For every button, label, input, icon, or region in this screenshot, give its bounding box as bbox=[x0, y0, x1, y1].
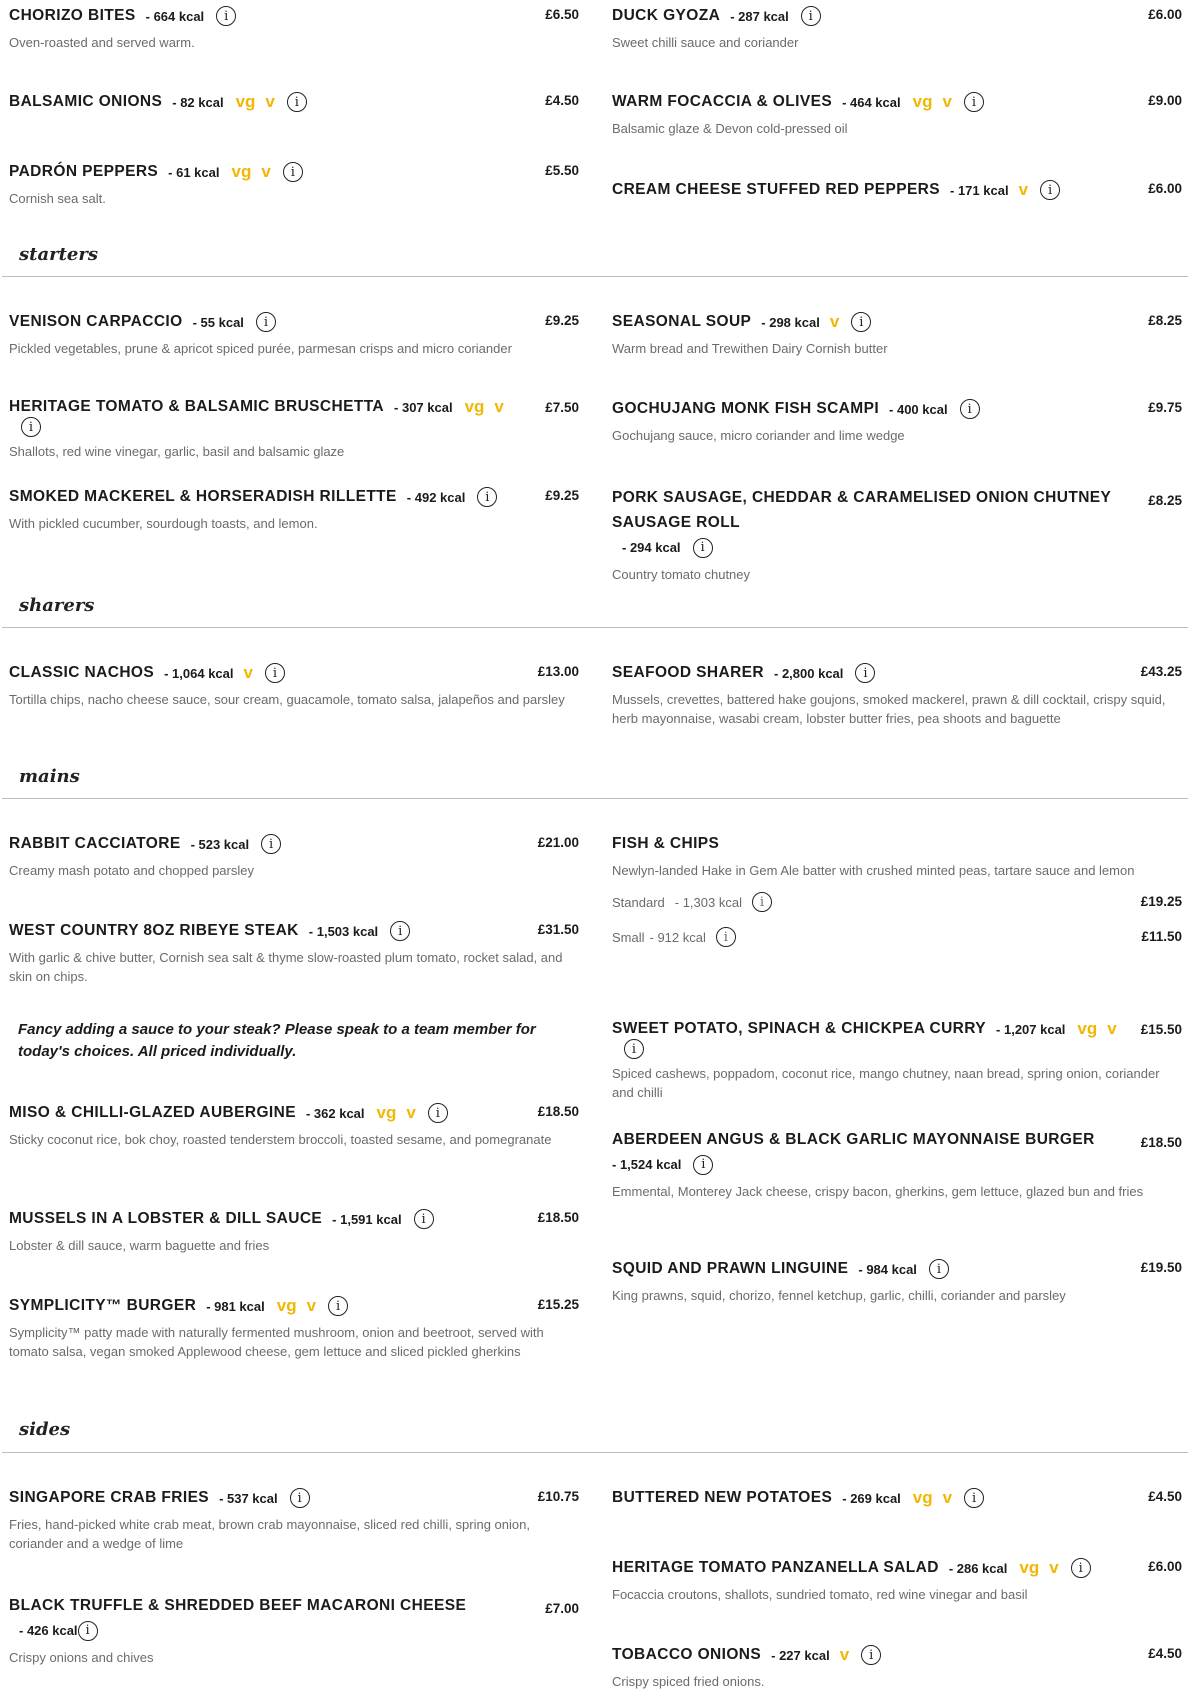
info-icon[interactable]: i bbox=[78, 1621, 98, 1641]
item-kcal: - 55 kcal bbox=[192, 314, 244, 330]
item-description: Cornish sea salt. bbox=[9, 191, 106, 206]
item-name: WEST COUNTRY 8OZ RIBEYE STEAK bbox=[9, 922, 299, 939]
item-name: SMOKED MACKEREL & HORSERADISH RILLETTE bbox=[9, 488, 397, 505]
item-kcal: - 426 kcal bbox=[19, 1623, 78, 1638]
menu-item-duck-gyoza bbox=[612, 4, 1182, 52]
menu-item-tobacco-onions bbox=[612, 1643, 1182, 1691]
vegan-badge: vg bbox=[235, 92, 256, 111]
item-price: £9.25 bbox=[545, 313, 579, 328]
menu-item-panzanella-salad bbox=[612, 1556, 1182, 1604]
menu-item-mackerel-rillette bbox=[9, 485, 579, 533]
vegan-badge: vg bbox=[1077, 1019, 1098, 1038]
item-price: £18.50 bbox=[537, 1104, 579, 1119]
vegetarian-badge: v bbox=[265, 92, 275, 111]
item-description: Crispy onions and chives bbox=[9, 1650, 154, 1665]
menu-item-balsamic-onions bbox=[9, 90, 579, 114]
item-price: £8.25 bbox=[1148, 493, 1182, 508]
item-kcal: - 400 kcal bbox=[889, 401, 948, 417]
info-icon[interactable]: i bbox=[21, 417, 41, 437]
item-kcal: - 171 kcal bbox=[950, 182, 1009, 198]
item-description: Creamy mash potato and chopped parsley bbox=[9, 863, 254, 878]
info-icon[interactable]: i bbox=[261, 834, 281, 854]
item-price: £8.25 bbox=[1148, 313, 1182, 328]
item-description: Newlyn-landed Hake in Gem Ale batter with crushed minted peas, tartare sauce and lemon bbox=[612, 863, 1135, 878]
item-name: CLASSIC NACHOS bbox=[9, 664, 155, 681]
item-name: HERITAGE TOMATO & BALSAMIC BRUSCHETTA bbox=[9, 398, 385, 415]
vegan-badge: vg bbox=[912, 1488, 933, 1507]
menu-item-cream-cheese-peppers bbox=[612, 178, 1182, 202]
portion-kcal: - 912 kcal bbox=[649, 929, 706, 945]
item-price: £21.00 bbox=[537, 835, 579, 850]
menu-item-classic-nachos bbox=[9, 661, 579, 709]
menu-item-warm-focaccia bbox=[612, 90, 1182, 138]
info-icon[interactable]: i bbox=[964, 92, 984, 112]
item-name: SYMPLICITY™ BURGER bbox=[9, 1297, 197, 1314]
vegetarian-badge: v bbox=[942, 92, 952, 111]
item-kcal: - 984 kcal bbox=[858, 1261, 917, 1277]
portion-label: Small bbox=[612, 929, 645, 945]
item-name: TOBACCO ONIONS bbox=[612, 1646, 762, 1663]
vegetarian-badge: v bbox=[243, 663, 253, 682]
info-icon[interactable]: i bbox=[624, 1039, 644, 1059]
item-price: £9.75 bbox=[1148, 400, 1182, 415]
item-price: £4.50 bbox=[1148, 1489, 1182, 1504]
item-description: King prawns, squid, chorizo, fennel ketchup, garlic, chilli, coriander and parsley bbox=[612, 1288, 1066, 1303]
item-name: SINGAPORE CRAB FRIES bbox=[9, 1489, 210, 1506]
item-description: Gochujang sauce, micro coriander and lime wedge bbox=[612, 428, 905, 443]
info-icon[interactable]: i bbox=[287, 92, 307, 112]
item-name: SQUID AND PRAWN LINGUINE bbox=[612, 1260, 849, 1277]
info-icon[interactable]: i bbox=[960, 399, 980, 419]
item-price: £6.00 bbox=[1148, 7, 1182, 22]
info-icon[interactable]: i bbox=[693, 1155, 713, 1175]
section-divider bbox=[2, 1452, 1188, 1453]
menu-item-padron-peppers bbox=[9, 160, 579, 208]
item-price: £31.50 bbox=[537, 922, 579, 937]
vegetarian-badge: v bbox=[829, 312, 840, 331]
vegan-badge: vg bbox=[276, 1296, 297, 1315]
info-icon[interactable]: i bbox=[801, 6, 821, 26]
menu-item-rabbit-cacciatore bbox=[9, 832, 579, 880]
item-description: Warm bread and Trewithen Dairy Cornish butter bbox=[612, 341, 888, 356]
item-kcal: - 2,800 kcal bbox=[774, 665, 844, 681]
item-description: Symplicity™ patty made with naturally fermented mushroom, onion and beetroot, served with tomato salsa, vegan smoked Applewood cheese, gem lettuce and sliced pickled gherkins bbox=[9, 1325, 544, 1359]
vegetarian-badge: v bbox=[839, 1645, 850, 1664]
item-name: CHORIZO BITES bbox=[9, 7, 136, 24]
menu-item-chorizo-bites bbox=[9, 4, 579, 52]
section-divider bbox=[2, 627, 1188, 628]
item-kcal: - 269 kcal bbox=[842, 1490, 901, 1506]
item-description: Tortilla chips, nacho cheese sauce, sour cream, guacamole, tomato salsa, jalapeños and parsley bbox=[9, 692, 565, 707]
item-description: Lobster & dill sauce, warm baguette and fries bbox=[9, 1238, 270, 1253]
vegan-badge: vg bbox=[912, 92, 933, 111]
item-name: VENISON CARPACCIO bbox=[9, 313, 183, 330]
item-description: With garlic & chive butter, Cornish sea salt & thyme slow-roasted plum tomato, rocket salad, and skin on chips. bbox=[9, 950, 563, 984]
info-icon[interactable]: i bbox=[216, 6, 236, 26]
info-icon[interactable]: i bbox=[290, 1488, 310, 1508]
item-price: £6.50 bbox=[545, 7, 579, 22]
item-description: Emmental, Monterey Jack cheese, crispy bacon, gherkins, gem lettuce, glazed bun and fries bbox=[612, 1184, 1144, 1199]
item-name: SWEET POTATO, SPINACH & CHICKPEA CURRY bbox=[612, 1020, 987, 1037]
info-icon[interactable]: i bbox=[752, 892, 772, 912]
info-icon[interactable]: i bbox=[851, 312, 871, 332]
menu-item-mussels-lobster bbox=[9, 1207, 579, 1255]
menu-item-aberdeen-angus-burger bbox=[612, 1127, 1182, 1201]
item-description: Sweet chilli sauce and coriander bbox=[612, 35, 799, 50]
menu-item-truffle-macaroni bbox=[9, 1593, 579, 1667]
info-icon[interactable]: i bbox=[428, 1103, 448, 1123]
item-price: £6.00 bbox=[1148, 181, 1182, 196]
menu-item-bruschetta bbox=[9, 397, 579, 461]
info-icon[interactable]: i bbox=[256, 312, 276, 332]
item-name: FISH & CHIPS bbox=[612, 835, 720, 852]
section-divider bbox=[2, 276, 1188, 277]
info-icon[interactable]: i bbox=[693, 538, 713, 558]
menu-item-buttered-new-potatoes bbox=[612, 1486, 1182, 1510]
vegetarian-badge: v bbox=[306, 1296, 317, 1315]
vegan-badge: vg bbox=[231, 162, 252, 181]
item-name: MUSSELS IN A LOBSTER & DILL SAUCE bbox=[9, 1210, 323, 1227]
portion-price: £19.25 bbox=[1140, 894, 1182, 909]
item-description: Oven-roasted and served warm. bbox=[9, 35, 195, 50]
item-description: Country tomato chutney bbox=[612, 567, 751, 582]
item-price: £9.00 bbox=[1148, 93, 1182, 108]
section-divider bbox=[2, 798, 1188, 799]
item-description: Fries, hand-picked white crab meat, brown crab mayonnaise, sliced red chilli, spring onion, coriander and a wedge of lime bbox=[9, 1517, 530, 1551]
item-price: £7.50 bbox=[545, 400, 579, 415]
info-icon[interactable]: i bbox=[861, 1645, 881, 1665]
info-icon[interactable]: i bbox=[716, 927, 736, 947]
menu-item-monk-fish-scampi bbox=[612, 397, 1182, 445]
item-price: £15.50 bbox=[1140, 1022, 1182, 1037]
item-kcal: - 227 kcal bbox=[771, 1647, 830, 1663]
item-name: SEASONAL SOUP bbox=[612, 313, 752, 330]
info-icon[interactable]: i bbox=[855, 663, 875, 683]
item-kcal: - 492 kcal bbox=[406, 489, 466, 505]
vegan-badge: vg bbox=[464, 397, 485, 416]
item-kcal: - 1,591 kcal bbox=[332, 1211, 402, 1227]
item-price: £13.00 bbox=[537, 664, 579, 679]
info-icon[interactable]: i bbox=[929, 1259, 949, 1279]
item-kcal: - 664 kcal bbox=[145, 8, 205, 24]
item-description: Pickled vegetables, prune & apricot spiced purée, parmesan crisps and micro coriander bbox=[9, 341, 512, 356]
info-icon[interactable]: i bbox=[390, 921, 410, 941]
item-description: Mussels, crevettes, battered hake goujons, smoked mackerel, prawn & dill cocktail, crispy squid, herb mayonnaise, wasabi cream, lobster butter fries, pea shoots and baguette bbox=[612, 692, 1166, 726]
item-kcal: - 362 kcal bbox=[305, 1105, 365, 1121]
vegetarian-badge: v bbox=[1107, 1019, 1117, 1038]
item-price: £15.25 bbox=[537, 1297, 579, 1312]
menu-item-fish-and-chips bbox=[612, 832, 1182, 947]
item-name: SEAFOOD SHARER bbox=[612, 664, 765, 681]
vegetarian-badge: v bbox=[942, 1488, 953, 1507]
item-price: £43.25 bbox=[1140, 664, 1182, 679]
item-name: MISO & CHILLI-GLAZED AUBERGINE bbox=[9, 1104, 296, 1121]
item-price: £7.00 bbox=[545, 1601, 579, 1616]
vegetarian-badge: v bbox=[406, 1103, 416, 1122]
item-description: Shallots, red wine vinegar, garlic, basil and balsamic glaze bbox=[9, 444, 345, 459]
sauce-notice: Fancy adding a sauce to your steak? Please speak to a team member for today's choices. All priced individually. bbox=[18, 1021, 536, 1060]
item-name: WARM FOCACCIA & OLIVES bbox=[612, 93, 833, 110]
menu-item-seasonal-soup bbox=[612, 310, 1182, 358]
item-price: £10.75 bbox=[537, 1489, 579, 1504]
item-kcal: - 82 kcal bbox=[172, 94, 224, 110]
item-price: £18.50 bbox=[537, 1210, 579, 1225]
item-kcal: - 1,503 kcal bbox=[308, 923, 379, 939]
portion-label: Standard bbox=[612, 894, 665, 910]
item-name: GOCHUJANG MONK FISH SCAMPI bbox=[612, 400, 880, 417]
vegetarian-badge: v bbox=[1018, 180, 1029, 199]
item-price: £4.50 bbox=[1148, 1646, 1182, 1661]
item-kcal: - 287 kcal bbox=[730, 8, 789, 24]
item-kcal: - 286 kcal bbox=[948, 1560, 1008, 1576]
vegetarian-badge: v bbox=[261, 162, 271, 181]
item-kcal: - 61 kcal bbox=[168, 164, 220, 180]
item-description: With pickled cucumber, sourdough toasts, and lemon. bbox=[9, 516, 318, 531]
section-heading-starters: starters bbox=[19, 244, 98, 265]
item-name: ABERDEEN ANGUS & BLACK GARLIC MAYONNAISE BURGER bbox=[612, 1131, 1095, 1148]
item-description: Crispy spiced fried onions. bbox=[612, 1674, 765, 1689]
portion-option-small bbox=[612, 927, 1182, 947]
item-kcal: - 1,064 kcal bbox=[164, 665, 234, 681]
item-kcal: - 1,207 kcal bbox=[996, 1021, 1066, 1037]
item-price: £4.50 bbox=[545, 93, 579, 108]
info-icon[interactable]: i bbox=[1040, 180, 1060, 200]
menu-item-ribeye-steak bbox=[9, 919, 579, 986]
vegetarian-badge: v bbox=[494, 397, 504, 416]
item-name: HERITAGE TOMATO PANZANELLA SALAD bbox=[612, 1559, 939, 1576]
portion-kcal: - 1,303 kcal bbox=[674, 894, 742, 910]
item-price: £5.50 bbox=[545, 163, 579, 178]
vegan-badge: vg bbox=[1019, 1558, 1040, 1577]
vegan-badge: vg bbox=[376, 1103, 397, 1122]
item-description: Focaccia croutons, shallots, sundried tomato, red wine vinegar and basil bbox=[612, 1587, 1028, 1602]
vegetarian-badge: v bbox=[1049, 1558, 1059, 1577]
item-name: BALSAMIC ONIONS bbox=[9, 93, 163, 110]
info-icon[interactable]: i bbox=[328, 1296, 348, 1316]
item-price: £19.50 bbox=[1140, 1260, 1182, 1275]
info-icon[interactable]: i bbox=[964, 1488, 984, 1508]
item-kcal: - 981 kcal bbox=[206, 1298, 265, 1314]
info-icon[interactable]: i bbox=[414, 1209, 434, 1229]
portion-option-standard bbox=[612, 892, 1182, 912]
menu-item-singapore-crab-fries bbox=[9, 1486, 579, 1553]
item-kcal: - 298 kcal bbox=[761, 314, 820, 330]
item-name: CREAM CHEESE STUFFED RED PEPPERS bbox=[612, 181, 941, 198]
item-kcal: - 464 kcal bbox=[842, 94, 901, 110]
section-heading-sides: sides bbox=[19, 1419, 71, 1440]
info-icon[interactable]: i bbox=[477, 487, 497, 507]
menu-item-seafood-sharer bbox=[612, 661, 1182, 728]
menu-item-squid-prawn-linguine bbox=[612, 1257, 1182, 1305]
info-icon[interactable]: i bbox=[265, 663, 285, 683]
menu-item-miso-aubergine bbox=[9, 1101, 579, 1149]
info-icon[interactable]: i bbox=[1071, 1558, 1091, 1578]
item-description: Spiced cashews, poppadom, coconut rice, mango chutney, naan bread, spring onion, coriander and chilli bbox=[612, 1066, 1160, 1100]
menu-item-sweet-potato-curry bbox=[612, 1019, 1182, 1102]
item-price: £9.25 bbox=[545, 488, 579, 503]
item-description: Balsamic glaze & Devon cold-pressed oil bbox=[612, 121, 848, 136]
item-description: Sticky coconut rice, bok choy, roasted tenderstem broccoli, toasted sesame, and pomegranate bbox=[9, 1132, 552, 1147]
item-name: PORK SAUSAGE, CHEDDAR & CARAMELISED ONION CHUTNEY SAUSAGE ROLL bbox=[612, 489, 1111, 531]
item-kcal: - 537 kcal bbox=[219, 1490, 278, 1506]
item-name: PADRÓN PEPPERS bbox=[9, 163, 159, 180]
item-name: DUCK GYOZA bbox=[612, 7, 721, 24]
item-name: BLACK TRUFFLE & SHREDDED BEEF MACARONI CHEESE bbox=[9, 1597, 467, 1614]
info-icon[interactable]: i bbox=[283, 162, 303, 182]
item-kcal: - 307 kcal bbox=[394, 399, 453, 415]
section-heading-mains: mains bbox=[19, 766, 80, 787]
item-price: £6.00 bbox=[1148, 1559, 1182, 1574]
item-name: RABBIT CACCIATORE bbox=[9, 835, 181, 852]
menu-item-sausage-roll bbox=[612, 485, 1182, 584]
item-kcal: - 523 kcal bbox=[190, 836, 250, 852]
item-price: £18.50 bbox=[1140, 1135, 1182, 1150]
item-name: BUTTERED NEW POTATOES bbox=[612, 1489, 833, 1506]
portion-price: £11.50 bbox=[1141, 929, 1182, 944]
section-heading-sharers: sharers bbox=[19, 595, 95, 616]
item-kcal: - 1,524 kcal bbox=[612, 1157, 682, 1172]
item-kcal: - 294 kcal bbox=[622, 540, 681, 555]
menu-item-symplicity-burger bbox=[9, 1294, 579, 1361]
menu-item-venison-carpaccio bbox=[9, 310, 579, 358]
